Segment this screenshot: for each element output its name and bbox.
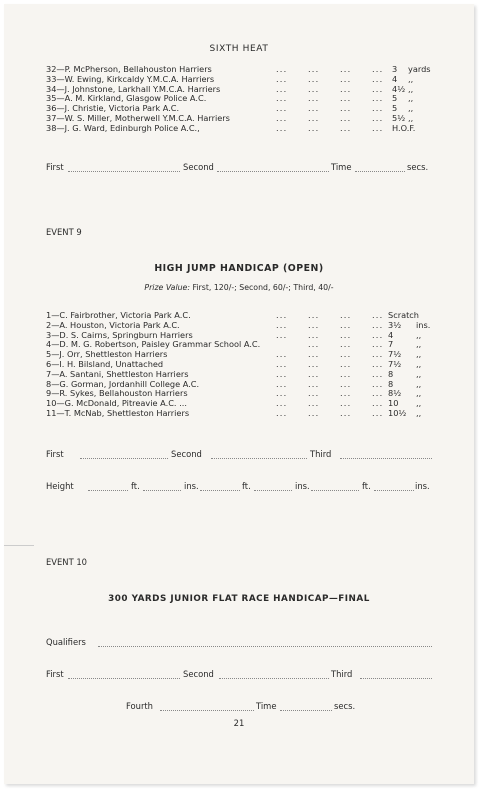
entry-row: 35—A. M. Kirkland, Glasgow Police A.C. ... ... ... ... 5 ,,: [46, 93, 414, 104]
entry-name: 7—A. Santani, Shettleston Harriers: [46, 368, 189, 379]
final-fourth-label: Fourth: [126, 701, 153, 711]
programme-page: [4, 4, 474, 784]
sixth-heat-heading: SIXTH HEAT: [209, 44, 269, 54]
entry-name: 4—D. M. G. Robertson, Paisley Grammar School A.C.: [46, 339, 261, 350]
height-label: Height: [46, 481, 74, 491]
entry-mark: 4½: [392, 83, 406, 94]
entry-name: 10—G. McDonald, Pitreavie A.C. ...: [46, 398, 187, 409]
entry-unit: ,,: [416, 408, 422, 418]
entry-mark: 8: [388, 378, 394, 389]
entry-name: 6—I. H. Bilsland, Unattached: [46, 359, 164, 369]
hj-third-line: [340, 458, 432, 459]
prize-values: First, 120/-; Second, 60/-; Third, 40/-: [192, 283, 334, 292]
height-line-5: [311, 490, 359, 491]
heat-second-label: Second: [183, 162, 214, 172]
entry-name: 5—J. Orr, Shettleston Harriers: [46, 349, 168, 360]
entry-mark: 5½: [392, 113, 406, 123]
entry-name: 3—D. S. Cairns, Springburn Harriers: [46, 329, 193, 340]
entry-name: 2—A. Houston, Victoria Park A.C.: [46, 319, 180, 330]
entry-name: 32—P. McPherson, Bellahouston Harriers: [46, 64, 212, 74]
entry-name: 34—J. Johnstone, Larkhall Y.M.C.A. Harriers: [46, 83, 221, 94]
final-secs-label: secs.: [334, 701, 356, 711]
entry-row: 32—P. McPherson, Bellahouston Harriers ... ... ... ... 3 yards: [46, 64, 431, 74]
final-time-line: [280, 710, 332, 711]
entry-mark: 5: [392, 103, 398, 114]
entry-name: 8—G. Gorman, Jordanhill College A.C.: [46, 378, 200, 389]
hj-first-line: [80, 458, 168, 459]
final-third-label: Third: [331, 669, 353, 679]
entry-unit: ,,: [416, 368, 422, 379]
entry-name: 11—T. McNab, Shettleston Harriers: [46, 408, 190, 418]
entry-row: 36—J. Christie, Victoria Park A.C. ... ... ... ... 5 ,,: [46, 103, 414, 114]
entry-row: 5—J. Orr, Shettleston Harriers ... ... ... ... 7½ ,,: [46, 349, 422, 360]
final-second-line: [219, 678, 329, 679]
entry-name: 36—J. Christie, Victoria Park A.C.: [46, 103, 180, 114]
ins-label-3: ins.: [415, 481, 430, 491]
qualifiers-label: Qualifiers: [46, 637, 86, 647]
entry-row: 2—A. Houston, Victoria Park A.C. ... ... ... ... 3½ ins.: [46, 319, 431, 330]
hj-second-label: Second: [171, 449, 202, 459]
final-second-label: Second: [183, 669, 214, 679]
entry-row: 38—J. G. Ward, Edinburgh Police A.C., ... ... ... ... H.O.F.: [46, 122, 416, 133]
page-number: 21: [233, 718, 245, 728]
entry-mark: 5: [392, 93, 398, 104]
entry-name: 33—W. Ewing, Kirkcaldy Y.M.C.A. Harriers: [46, 73, 215, 84]
entry-unit: ,,: [416, 378, 422, 389]
entry-name: 37—W. S. Miller, Motherwell Y.M.C.A. Harriers: [46, 113, 230, 123]
entry-mark: 7: [388, 339, 394, 350]
entry-unit: ,,: [416, 339, 422, 350]
entry-unit: ,,: [416, 329, 422, 340]
entry-unit: ,,: [408, 93, 414, 104]
height-line-3: [200, 490, 240, 491]
entry-row: 9—R. Sykes, Bellahouston Harriers ... ... ... ... 8½ ,,: [46, 388, 422, 399]
heat-second-line: [217, 171, 329, 172]
entry-unit: ,,: [408, 73, 414, 84]
height-line-2: [143, 490, 181, 491]
entry-row: 7—A. Santani, Shettleston Harriers ... ... ... ... 8 ,,: [46, 368, 422, 379]
entry-unit: ,,: [416, 388, 422, 399]
entry-row: 4—D. M. G. Robertson, Paisley Grammar School A.C. ... ... ... 7 ,,: [46, 339, 422, 350]
entry-unit: ins.: [416, 319, 431, 330]
entry-row: 37—W. S. Miller, Motherwell Y.M.C.A. Harriers ... ... ... ... 5½ ,,: [46, 113, 414, 123]
entry-mark: 10½: [388, 408, 407, 418]
final-third-line: [360, 678, 432, 679]
entry-name: 35—A. M. Kirkland, Glasgow Police A.C.: [46, 93, 207, 104]
qualifiers-line: [98, 646, 432, 647]
heat-secs-label: secs.: [407, 162, 429, 172]
entry-name: 9—R. Sykes, Bellahouston Harriers: [46, 388, 188, 399]
event10-title: 300 YARDS JUNIOR FLAT RACE HANDICAP—FINAL: [108, 594, 370, 604]
final-first-label: First: [46, 669, 64, 679]
entry-unit: yards: [408, 64, 431, 74]
event10-label: EVENT 10: [46, 557, 88, 567]
ins-label-2: ins.: [295, 481, 310, 491]
entry-mark: 3: [392, 64, 398, 74]
height-line-1: [88, 490, 128, 491]
heat-first-label: First: [46, 162, 64, 172]
entry-row: 34—J. Johnstone, Larkhall Y.M.C.A. Harriers ... ... ... ... 4½ ,,: [46, 83, 414, 94]
ins-label-1: ins.: [184, 481, 199, 491]
hj-first-label: First: [46, 449, 64, 459]
entry-name: 38—J. G. Ward, Edinburgh Police A.C.,: [46, 122, 200, 133]
entry-unit: ,,: [416, 359, 422, 369]
entry-name: 1—C. Fairbrother, Victoria Park A.C.: [46, 310, 191, 320]
entry-mark: 3½: [388, 319, 402, 330]
entry-mark: Scratch: [388, 310, 419, 320]
entry-unit: ,,: [416, 398, 422, 409]
entry-row: 6—I. H. Bilsland, Unattached ... ... ... ... 7½ ,,: [46, 359, 422, 369]
height-line-4: [254, 490, 292, 491]
hj-third-label: Third: [310, 449, 332, 459]
event9-title: HIGH JUMP HANDICAP (OPEN): [154, 263, 324, 274]
ft-label-1: ft.: [131, 481, 140, 491]
entry-unit: ,,: [408, 113, 414, 123]
entry-mark: 7½: [388, 349, 402, 360]
final-time-label: Time: [256, 701, 277, 711]
entry-unit: ,,: [408, 103, 414, 114]
final-fourth-line: [160, 710, 254, 711]
entry-mark: 4: [388, 329, 394, 340]
entry-row: 8—G. Gorman, Jordanhill College A.C. ... ... ... ... 8 ,,: [46, 378, 422, 389]
entry-mark: 4: [392, 73, 398, 84]
heat-time-label: Time: [331, 162, 352, 172]
heat-time-line: [355, 171, 405, 172]
section-divider: [4, 545, 34, 546]
entry-unit: ,,: [416, 349, 422, 360]
entry-row: 3—D. S. Cairns, Springburn Harriers ... ... ... ... 4 ,,: [46, 329, 422, 340]
entry-row: 11—T. McNab, Shettleston Harriers ... ... ... ... 10½ ,,: [46, 408, 422, 418]
hj-second-line: [211, 458, 307, 459]
event9-prize: [4, 283, 474, 292]
entry-row: 10—G. McDonald, Pitreavie A.C. ... ... ... ... ... 10 ,,: [46, 398, 422, 409]
entry-mark: H.O.F.: [392, 122, 416, 133]
prize-label: Prize Value:: [144, 283, 190, 292]
entry-mark: 7½: [388, 359, 402, 369]
entry-row: 33—W. Ewing, Kirkcaldy Y.M.C.A. Harriers ... ... ... ... 4 ,,: [46, 73, 414, 84]
heat-first-line: [68, 171, 180, 172]
entry-unit: ,,: [408, 83, 414, 94]
entry-mark: 8: [388, 368, 394, 379]
event9-label: EVENT 9: [46, 227, 82, 237]
entry-mark: 10: [388, 398, 399, 409]
ft-label-3: ft.: [362, 481, 371, 491]
entry-mark: 8½: [388, 388, 402, 399]
final-first-line: [68, 678, 180, 679]
ft-label-2: ft.: [242, 481, 251, 491]
height-line-6: [374, 490, 414, 491]
entry-row: 1—C. Fairbrother, Victoria Park A.C. ... ... ... ... Scratch: [46, 310, 419, 320]
